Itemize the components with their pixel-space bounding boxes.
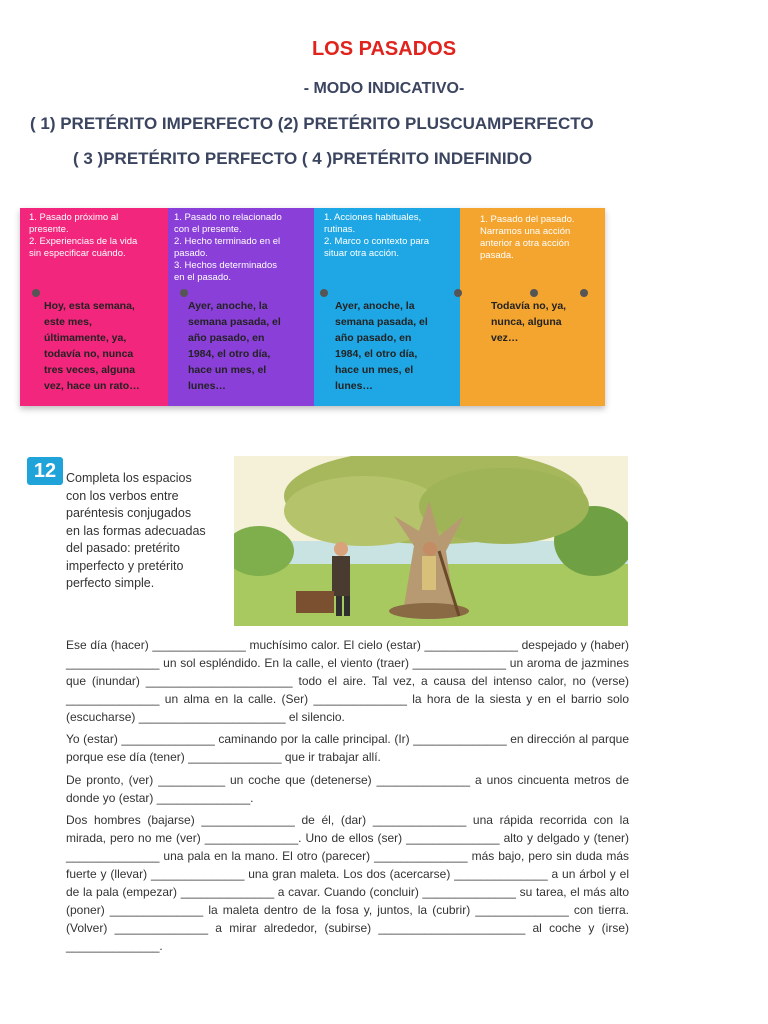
- page-title: LOS PASADOS: [311, 38, 457, 60]
- park-illustration: [234, 456, 628, 626]
- exercise-paragraph: De pronto, (ver) __________ un coche que (detenerse) ______________ a unos cincuenta metros de donde yo (estar) ______________.: [66, 773, 629, 805]
- dot-marker: [530, 289, 538, 297]
- panel-preterito-imperfecto: [314, 208, 460, 406]
- exercise-paragraph: Dos hombres (bajarse) ______________ de él, (dar) ______________ una rápida recorrida con la mirada, pero no me (ver) ______________. Uno de ellos (ser) ______________ alto y delgado y (tener) ______________ una pala en la mano. El otro (parecer) ______________ más bajo, pero sin duda más fuerte y (llevar) ______________ una gran maleta. Los dos (acercarse) ______________ a un árbol y el de la pala (empezar) ______________ a cavar. Cuando (concluir) ______________ su tarea, el más alto (poner) ______________ la maleta dentro de la fosa y, juntos, la (cubrir) ______________ con tierra. (Volver) ______________ a mirar alrededor, (subirse) ______________________ al coche y (irse) ______________.: [66, 813, 629, 953]
- dot-marker: [32, 289, 40, 297]
- panel-uses: 1. Pasado del pasado. Narramos una acción anterior a otra acción pasada.: [480, 214, 575, 261]
- tense-list-line-1: ( 1) PRETÉRITO IMPERFECTO (2) PRETÉRITO PLUSCUAMPERFECTO: [30, 114, 594, 133]
- exercise-number-badge: 12: [27, 457, 63, 485]
- exercise-paragraph: Ese día (hacer) ______________ muchísimo calor. El cielo (estar) ______________ despejado y (haber) ______________ un sol espléndido. En la calle, el viento (traer) ______________ un aroma de jazmines que (inundar) ______________________ todo el aire. Tal vez, a causa del intenso calor, no (verse) ______________ un alma en la calle. (Ser) ______________ la hora de la siesta y en el barrio solo (escucharse) ______________________ el silencio.: [66, 638, 629, 724]
- dot-marker: [180, 289, 188, 297]
- panel-markers: Todavía no, ya, nunca, alguna vez…: [491, 300, 567, 344]
- dot-marker: [320, 289, 328, 297]
- panel-uses: 1. Acciones habituales, rutinas. 2. Marco o contexto para situar otra acción.: [324, 212, 430, 259]
- dot-marker: [580, 289, 588, 297]
- panel-preterito-perfecto: [20, 208, 168, 406]
- panel-preterito-pluscuamperfecto: [460, 208, 605, 406]
- panel-markers: Hoy, esta semana, este mes, últimamente, ya, todavía no, nunca tres veces, alguna vez, hace un rato…: [44, 300, 140, 392]
- dot-marker: [454, 289, 462, 297]
- panel-uses: 1. Pasado no relacionado con el presente. 2. Hecho terminado en el pasado. 3. Hechos determinados en el pasado.: [174, 212, 282, 283]
- tense-infographic: [20, 208, 605, 406]
- page-subtitle: - MODO INDICATIVO-: [303, 80, 465, 97]
- panel-uses: 1. Pasado próximo al presente. 2. Experiencias de la vida sin especificar cuándo.: [29, 212, 138, 259]
- panel-markers: Ayer, anoche, la semana pasada, el año pasado, en 1984, el otro día, hace un mes, el lunes…: [335, 300, 428, 392]
- tense-list-line-2: ( 3 )PRETÉRITO PERFECTO ( 4 )PRETÉRITO INDEFINIDO: [73, 149, 533, 168]
- panel-markers: Ayer, anoche, la semana pasada, el año pasado, en 1984, el otro día, hace un mes, el lunes…: [188, 300, 281, 392]
- panel-preterito-indefinido: [168, 208, 314, 406]
- exercise-paragraph: Yo (estar) ______________ caminando por la calle principal. (Ir) ______________ en dirección al parque porque ese día (tener) ______________ que ir trabajar allí.: [66, 732, 629, 764]
- exercise-instructions: Completa los espacios con los verbos entre paréntesis conjugados en las formas adecuadas del pasado: pretérito imperfecto y pretérito perfecto simple.: [66, 471, 206, 590]
